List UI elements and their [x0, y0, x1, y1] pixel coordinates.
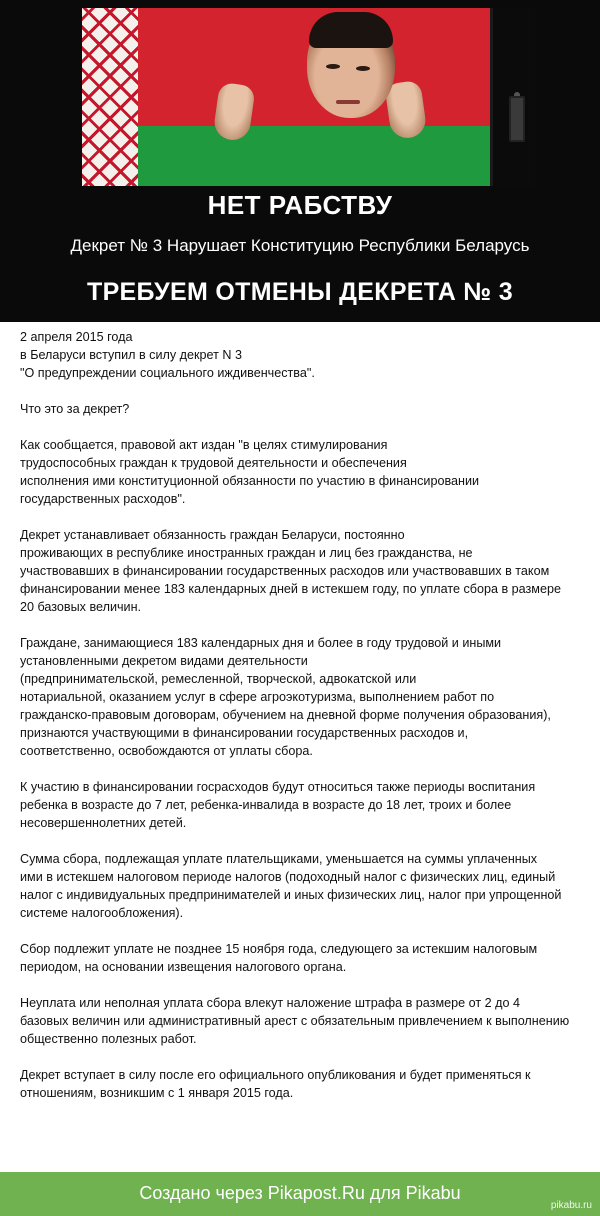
- article-paragraph: Что это за декрет?: [20, 402, 130, 416]
- article-paragraph: Декрет устанавливает обязанность граждан Беларуси, постоянно проживающих в республике иностранных граждан и лиц без гражданства, не участвовавших в финансировании государственных расходов или участвовавших в таком финансировании менее 183 календарных дней в истекшем году, по уплате сбора в размере 20 базовых величин.: [20, 528, 561, 614]
- belarus-flag-illustration: [82, 8, 532, 186]
- right-eye: [356, 66, 370, 71]
- poster-image: [0, 0, 600, 322]
- article-paragraph: Сбор подлежит уплате не позднее 15 ноября года, следующего за истекшим налоговым периодом, на основании извещения налогового органа.: [20, 942, 538, 974]
- mouth: [336, 100, 360, 104]
- poster-demand: ТРЕБУЕМ ОТМЕНЫ ДЕКРЕТА № 3: [87, 278, 513, 306]
- footer-credit-link[interactable]: Создано через Pikapost.Ru для Pikabu: [139, 1183, 461, 1203]
- poster-headline: НЕТ РАБСТВУ: [207, 190, 393, 220]
- padlock-icon: [509, 96, 525, 142]
- man-hair: [309, 12, 393, 48]
- article-paragraph: Сумма сбора, подлежащая уплате плательщиками, уменьшается на суммы уплаченных ими в истекшем налоговом периоде налогов (подоходный налог с физических лиц, единый налог с индивидуальных предпринимателей и иных физических лиц, налог при упрощенной системе налогообложения).: [20, 852, 562, 920]
- footer-bar: [0, 1172, 600, 1216]
- article-paragraph: Декрет вступает в силу после его официального опубликования и будет применяться к отношениям, возникшим с 1 января 2015 года.: [20, 1068, 531, 1100]
- article-paragraph: Как сообщается, правовой акт издан "в целях стимулирования трудоспособных граждан к трудовой деятельности и обеспечения исполнения ими конституционной обязанности по участию в финансировании государственных расходов".: [20, 438, 480, 506]
- article-paragraph: 2 апреля 2015 года в Беларуси вступил в силу декрет N 3 "О предупреждении социального иждивенчества".: [20, 330, 315, 380]
- poster-subtitle: Декрет № 3 Нарушает Конституцию Республики Беларусь: [70, 236, 530, 255]
- article-paragraph: Граждане, занимающиеся 183 календарных дня и более в году трудовой и иными установленными декретом видами деятельности (предпринимательской, ремесленной, творческой, адвокатской или нотариальной, оказанием услуг в сфере агроэкотуризма, выполнением работ по гражданско-правовым договорам, обучением на дневной форме получения образования), признаются участвующими в финансировании государственных расходов и, соответственно, освобождаются от уплаты сбора.: [20, 636, 551, 758]
- article-paragraph: К участию в финансировании госрасходов будут относиться также периоды воспитания ребенка в возрасте до 7 лет, ребенка-инвалида в возрасте до 18 лет, троих и более несовершеннолетних детей.: [20, 780, 536, 830]
- article-paragraph: Неуплата или неполная уплата сбора влекут наложение штрафа в размере от 2 до 4 базовых величин или административный арест с обязательным привлечением к выполнению общественно полезных работ.: [20, 996, 570, 1046]
- article-body: [20, 328, 592, 1120]
- left-eye: [326, 64, 340, 69]
- flag-green-stripe: [138, 126, 532, 186]
- flag-ornament: [82, 8, 138, 186]
- footer-watermark: pikabu.ru: [550, 1200, 592, 1211]
